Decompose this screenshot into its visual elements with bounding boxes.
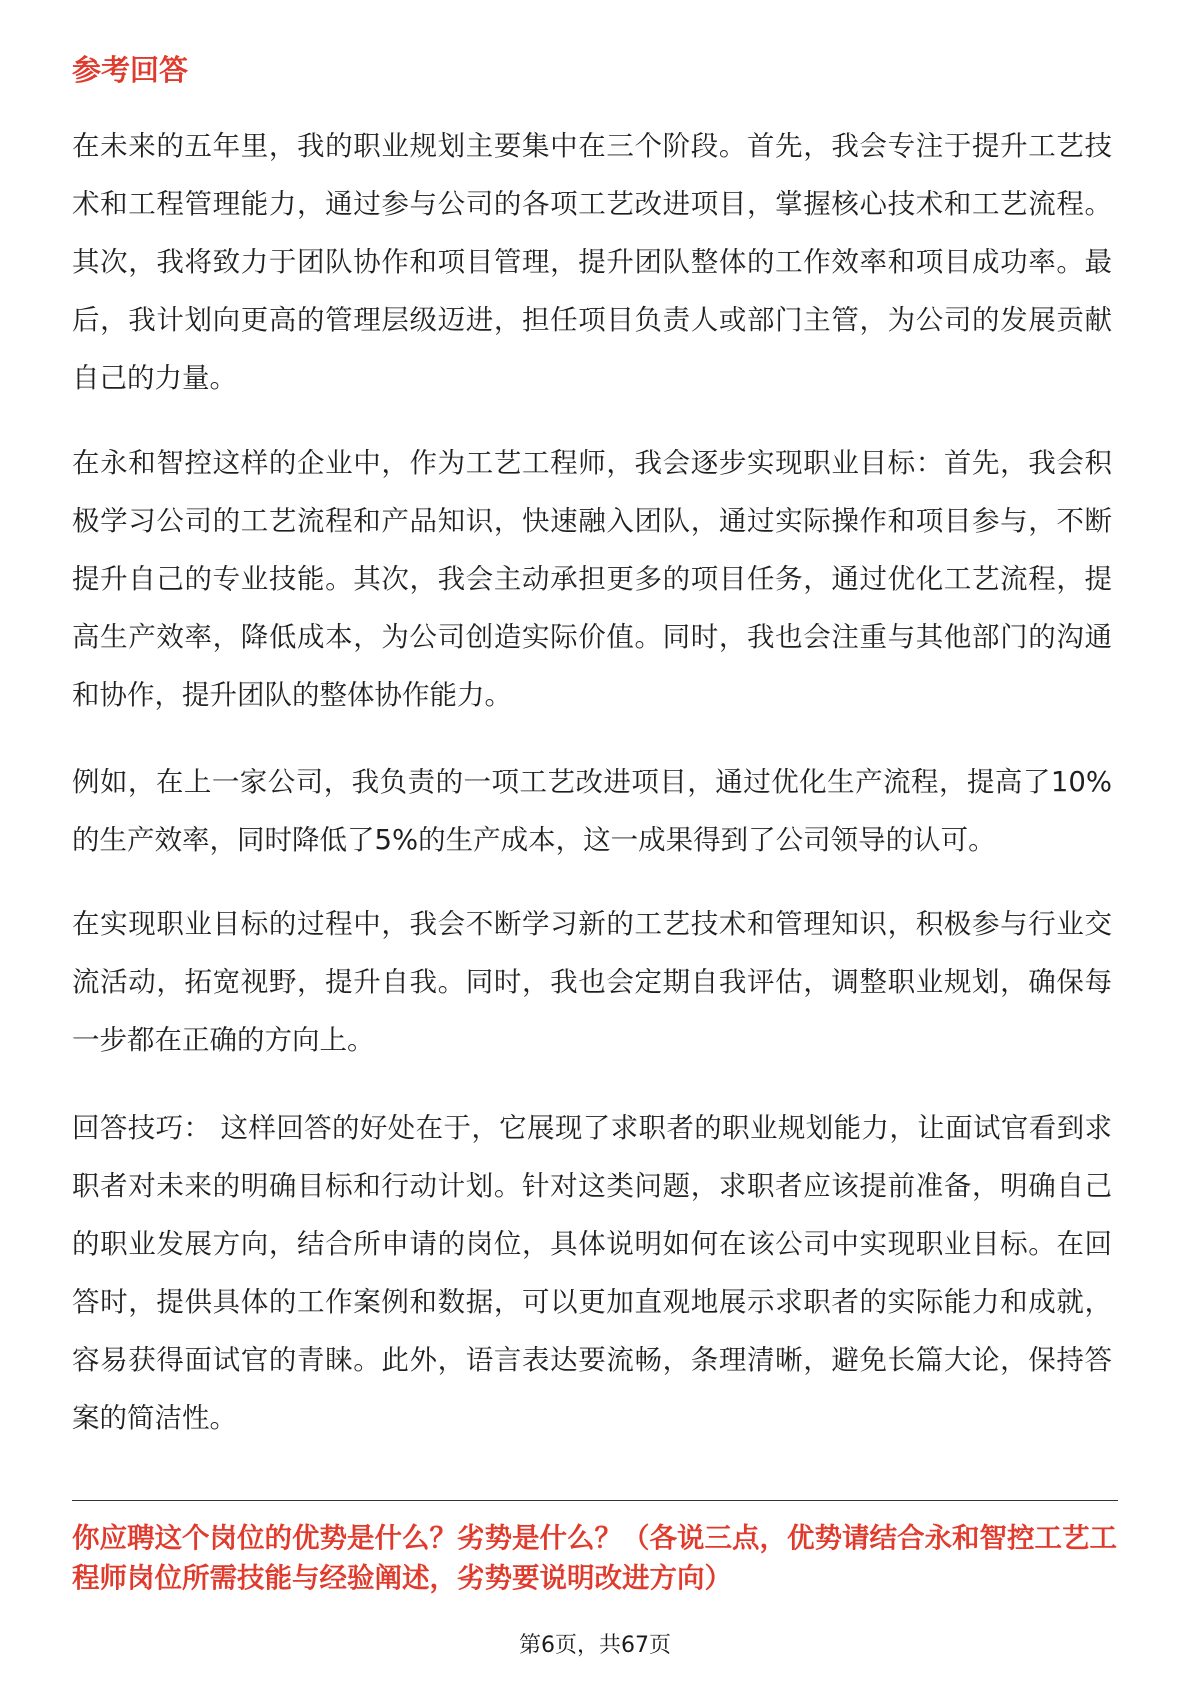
section-heading: 参考回答 xyxy=(72,53,189,87)
answer-paragraph-3: 例如，在上一家公司，我负责的一项工艺改进项目，通过优化生产流程，提高了10%的生产效率，同时降低了5%的生产成本，这一成果得到了公司领导的认可。 xyxy=(72,766,1112,856)
page-number-footer: 第6页，共67页 xyxy=(519,1633,671,1658)
next-question-heading: 你应聘这个岗位的优势是什么？劣势是什么？（各说三点，优势请结合永和智控工艺工程师岗位所需技能与经验阐述，劣势要说明改进方向） xyxy=(72,1522,1117,1594)
answer-paragraph-2: 在永和智控这样的企业中，作为工艺工程师，我会逐步实现职业目标：首先，我会积极学习公司的工艺流程和产品知识，快速融入团队，通过实际操作和项目参与，不断提升自己的专业技能。其次，我会主动承担更多的项目任务，通过优化工艺流程，提高生产效率，降低成本，为公司创造实际价值。同时，我也会注重与其他部门的沟通和协作，提升团队的整体协作能力。 xyxy=(72,447,1112,711)
answer-tips-paragraph: 回答技巧： 这样回答的好处在于，它展现了求职者的职业规划能力，让面试官看到求职者对未来的明确目标和行动计划。针对这类问题，求职者应该提前准备，明确自己的职业发展方向，结合所申请的岗位，具体说明如何在该公司中实现职业目标。在回答时，提供具体的工作案例和数据，可以更加直观地展示求职者的实际能力和成就，容易获得面试官的青睐。此外，语言表达要流畅，条理清晰，避免长篇大论，保持答案的简洁性。 xyxy=(72,1112,1112,1434)
section-divider xyxy=(72,1500,1118,1501)
answer-paragraph-4: 在实现职业目标的过程中，我会不断学习新的工艺技术和管理知识，积极参与行业交流活动，拓宽视野，提升自我。同时，我也会定期自我评估，调整职业规划，确保每一步都在正确的方向上。 xyxy=(72,908,1112,1056)
answer-paragraph-1: 在未来的五年里，我的职业规划主要集中在三个阶段。首先，我会专注于提升工艺技术和工程管理能力，通过参与公司的各项工艺改进项目，掌握核心技术和工艺流程。其次，我将致力于团队协作和项目管理，提升团队整体的工作效率和项目成功率。最后，我计划向更高的管理层级迈进，担任项目负责人或部门主管，为公司的发展贡献自己的力量。 xyxy=(72,130,1112,394)
